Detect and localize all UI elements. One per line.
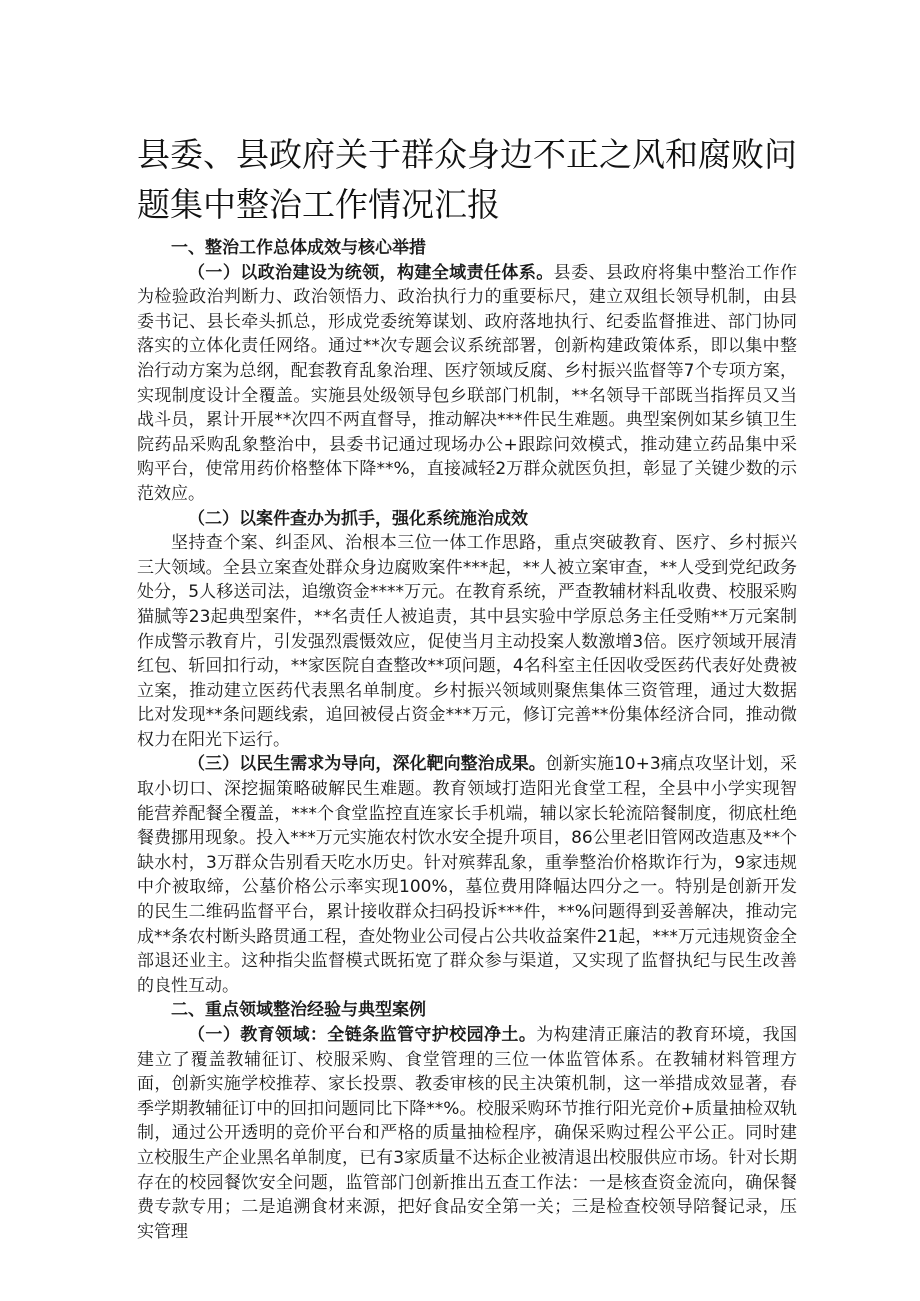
paragraph-body: 为构建清正廉洁的教育环境，我国建立了覆盖教辅征订、校服采购、食堂管理的三位一体监管体系。在教辅材料管理方面，创新实施学校推荐、家长投票、教委审核的民主决策机制，这一举措成效显著，春季学期教辅征订中的回扣问题同比下降**%。校服采购环节推行阳光竞价+质量抽检双轨制，通过公开透明的竞价平台和严格的质量抽检程序，确保采购过程公平公正。同时建立校服生产企业黑名单制度，已有3家质量不达标企业被清退出校服供应市场。针对长期存在的校园餐饮安全问题，监管部门创新推出五查工作法：一是核查资金流向，确保餐费专款专用；二是追溯食材来源，把好食品安全第一关；三是检查校领导陪餐记录，压实管理 — [137, 1025, 797, 1242]
paragraph-2-1 — [137, 1023, 797, 1244]
document-body — [137, 236, 797, 1244]
paragraph-lead: （一）教育领域：全链条监管守护校园净土。 — [188, 1025, 537, 1045]
section-heading-2: 二、重点领域整治经验与典型案例 — [171, 1000, 426, 1021]
paragraph-body: 县委、县政府将集中整治工作作为检验政治判断力、政治领悟力、政治执行力的重要标尺，建立双组长领导机制，由县委书记、县长牵头抓总，形成党委统筹谋划、政府落地执行、纪委监督推进、部门协同落实的立体化责任网络。通过**次专题会议系统部署，创新构建政策体系，即以集中整治行动方案为总纲，配套教育乱象治理、医疗领域反腐、乡村振兴监督等7个专项方案，实现制度设计全覆盖。实施县处级领导包乡联部门机制，**名领导干部既当指挥员又当战斗员，累计开展**次四不两直督导，推动解决***件民生难题。典型案例如某乡镇卫生院药品采购乱象整治中，县委书记通过现场办公+跟踪问效模式，推动建立药品集中采购平台，使常用药价格整体下降**%，直接减轻2万群众就医负担，彰显了关键少数的示范效应。 — [137, 262, 798, 504]
paragraph-1-1 — [137, 261, 797, 507]
paragraph-1-2: 坚持查个案、纠歪风、治根本三位一体工作思路，重点突破教育、医疗、乡村振兴三大领域。全县立案查处群众身边腐败案件***起，**人被立案审查，**人受到党纪政务处分，5人移送司法，追缴资金****万元。在教育系统，严查教辅材料乱收费、校服采购猫腻等23起典型案件，**名责任人被追责，其中县实验中学原总务主任受贿**万元案制作成警示教育片，引发强烈震慑效应，促使当月主动投案人数激增3倍。医疗领域开展清红包、斩回扣行动，**家医院自查整改**项问题，4名科室主任因收受医药代表好处费被立案，推动建立医药代表黑名单制度。乡村振兴领域则聚焦集体三资管理，通过大数据比对发现**条问题线索，追回被侵占资金***万元，修订完善**份集体经济合同，推动微权力在阳光下运行。 — [137, 533, 797, 750]
paragraph-lead: （一）以政治建设为统领，构建全域责任体系。 — [188, 262, 554, 283]
paragraph-lead: （三）以民生需求为导向，深化靶向整治成果。 — [188, 754, 546, 775]
document-title: 县委、县政府关于群众身边不正之风和腐败问题集中整治工作情况汇报 — [137, 135, 797, 224]
paragraph-body: 创新实施10+3痛点攻坚计划，采取小切口、深挖掘策略破解民生难题。教育领域打造阳光食堂工程，全县中小学实现智能营养配餐全覆盖，***个食堂监控直连家长手机端，辅以家长轮流陪餐制度，彻底杜绝餐费挪用现象。投入***万元实施农村饮水安全提升项目，86公里老旧管网改造惠及**个缺水村，3万群众告别看天吃水历史。针对殡葬乱象，重拳整治价格欺诈行为，9家违规中介被取缔，公墓价格公示率实现100%，墓位费用降幅达四分之一。特别是创新开发的民生二维码监督平台，累计接收群众扫码投诉***件，**%问题得到妥善解决，推动完成**条农村断头路贯通工程，查处物业公司侵占公共收益案件21起，***万元违规资金全部退还业主。这种指尖监督模式既拓宽了群众参与渠道，又实现了监督执纪与民生改善的良性互动。 — [137, 754, 797, 996]
section-heading-1: 一、整治工作总体成效与核心举措 — [171, 238, 426, 258]
subsection-heading-1-2: （二）以案件查办为抓手，强化系统施治成效 — [188, 508, 528, 529]
paragraph-1-3 — [137, 752, 797, 998]
